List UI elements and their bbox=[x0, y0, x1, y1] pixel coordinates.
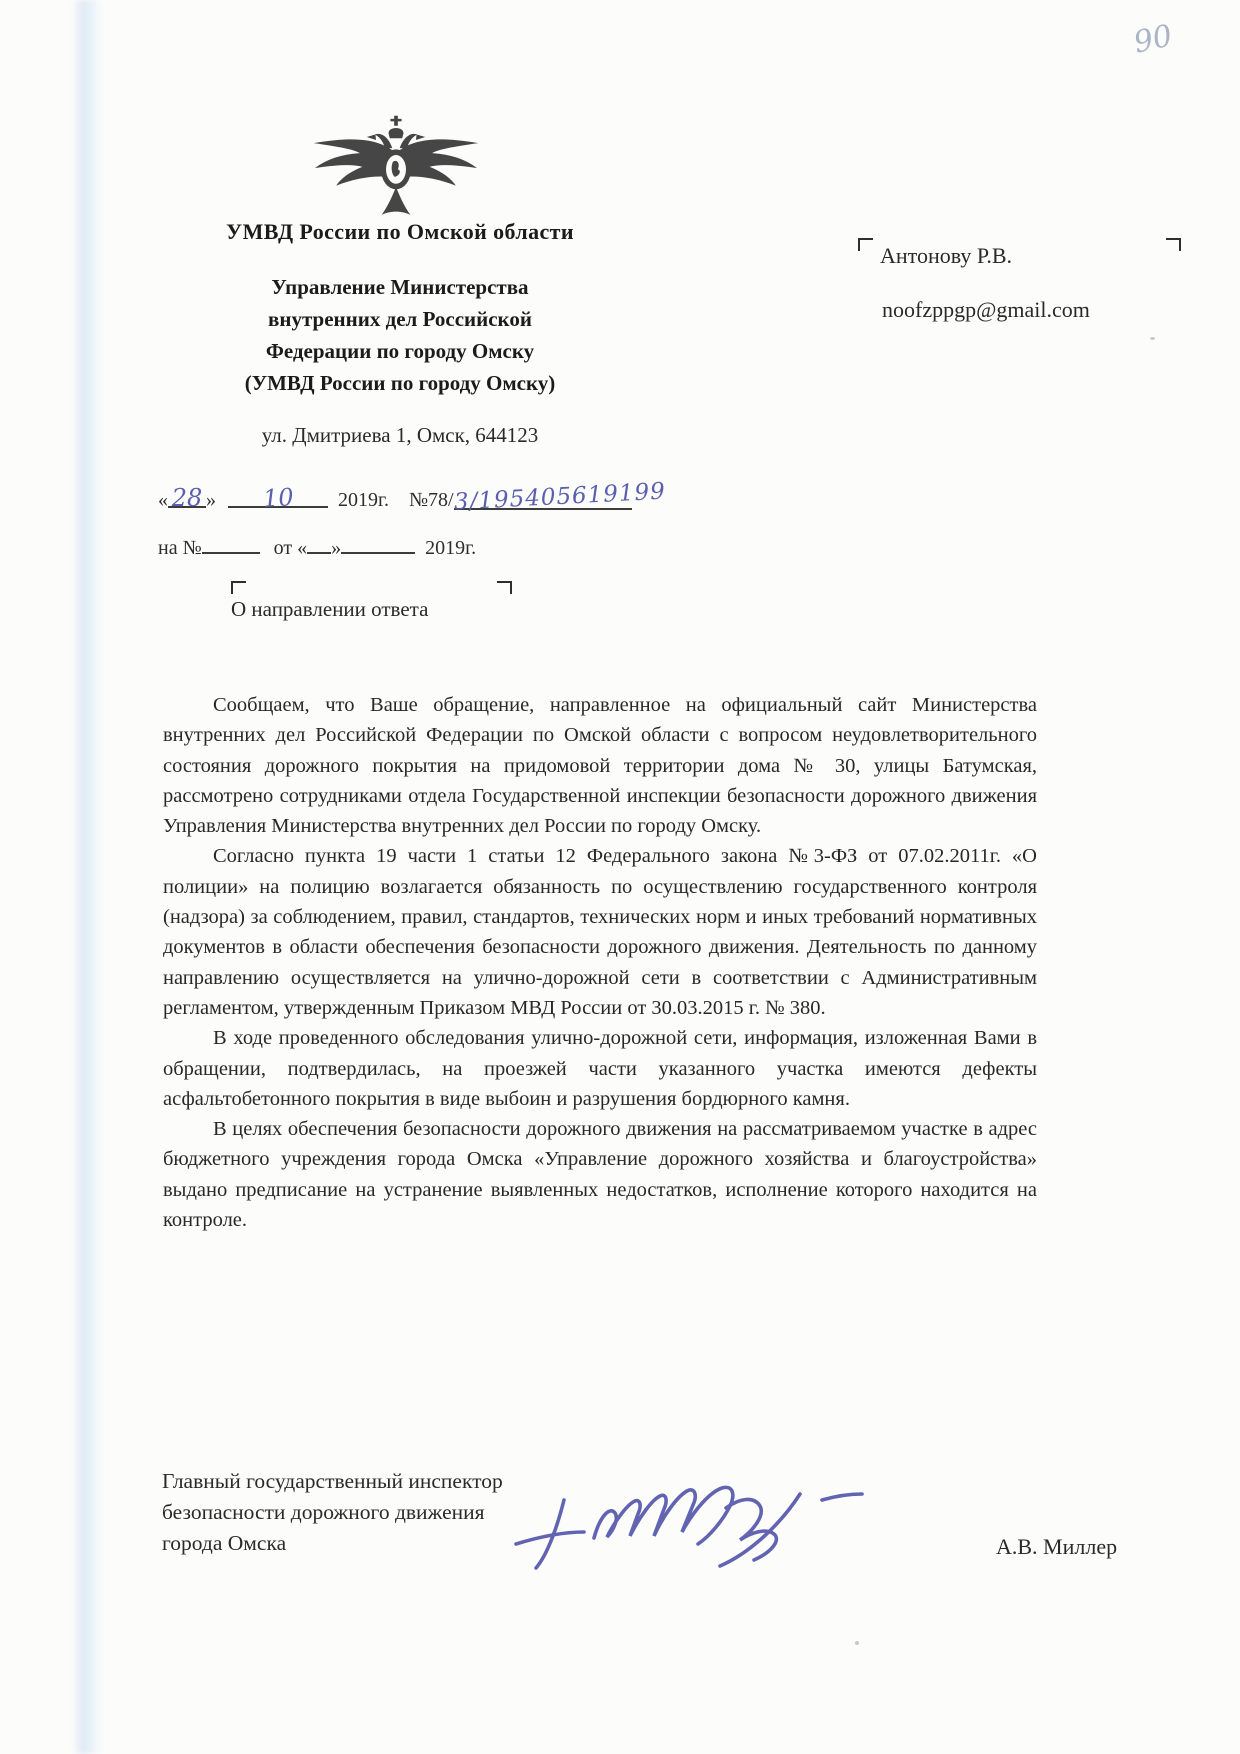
number-blank bbox=[452, 478, 667, 516]
addressee-email: noofzppgp@gmail.com bbox=[882, 297, 1090, 322]
subject-corner-right bbox=[497, 581, 512, 594]
handwritten-number: 3/195405619199 bbox=[452, 478, 667, 516]
org-department bbox=[148, 271, 652, 399]
signer-name: А.В. Миллер bbox=[996, 1534, 1118, 1559]
org-department-line3: Федерации по городу Омску bbox=[265, 339, 535, 363]
addressee-name: Антонову Р.В. bbox=[880, 243, 1013, 268]
org-department-line1: Управление Министерства bbox=[271, 275, 529, 299]
reference-date-line bbox=[158, 478, 667, 516]
number-prefix: №78/ bbox=[408, 489, 454, 511]
year-label: 2019г. bbox=[338, 489, 389, 511]
reply-number-blank bbox=[202, 530, 260, 554]
signer-position bbox=[162, 1466, 503, 1559]
handwritten-signature bbox=[500, 1460, 880, 1592]
scan-speck bbox=[855, 1641, 859, 1645]
day-blank bbox=[168, 484, 206, 512]
scan-speck bbox=[1150, 337, 1155, 340]
org-department-line4: (УМВД России по городу Омску) bbox=[244, 371, 556, 395]
signer-position-line1: Главный государственный инспектор bbox=[162, 1469, 503, 1493]
reply-close-quote: » bbox=[331, 537, 342, 559]
body-paragraph-3: В ходе проведенного обследования улично-дорожной сети, информация, изложенная Вами в обращении, подтвердилась, на проезжей части указанного участка имеются дефекты асфальтобетонного покрытия в виде выбоин и разрушения бордюрного камня. bbox=[163, 1027, 1037, 1110]
mvd-eagle-emblem-icon bbox=[296, 112, 496, 218]
body-paragraph-4: В целях обеспечения безопасности дорожного движения на рассматриваемом участке в адрес бюджетного учреждения города Омска «Управление дорожного хозяйства и благоустройства» выдано предписание на устранение выявленных недостатков, исполнение которого находится на контроле. bbox=[163, 1118, 1037, 1232]
subject-corner-left bbox=[231, 581, 246, 594]
reply-from-label: от « bbox=[273, 537, 308, 559]
handwritten-day: 28 bbox=[171, 484, 203, 512]
body-paragraph-2: Согласно пункта 19 части 1 статьи 12 Федерального закона №3-ФЗ от 07.02.2011г. «О полиции» на полицию возлагается обязанность по осуществлению государственного контроля (надзора) за соблюдением, правил, стандартов, технических норм и иных требований нормативных документов в области обеспечения безопасности дорожного движения. Деятельность по данному направлению осуществляется на улично-дорожной сети в соответствии с Административным регламентом, утвержденным Приказом МВД России от 30.03.2015 г. № 380. bbox=[163, 845, 1037, 1019]
reply-day-blank bbox=[307, 530, 331, 554]
close-quote: » bbox=[206, 489, 216, 511]
handwritten-month: 10 bbox=[261, 482, 295, 514]
letter-body bbox=[163, 690, 1037, 1235]
month-blank bbox=[228, 482, 328, 514]
subject-title: О направлении ответа bbox=[231, 597, 429, 621]
org-address: ул. Дмитриева 1, Омск, 644123 bbox=[261, 423, 539, 447]
reply-prefix: на № bbox=[158, 537, 202, 559]
body-paragraph-1: Сообщаем, что Ваше обращение, направленное на официальный сайт Министерства внутренних дел Российской Федерации по Омской области с вопросом неудовлетворительного состояния дорожного покрытия на придомовой территории дома № 30, улицы Батумская, рассмотрено сотрудниками отдела Государственной инспекции безопасности дорожного движения Управления Министерства внутренних дел России по городу Омску. bbox=[163, 694, 1037, 838]
handwritten-page-number: 90 bbox=[1130, 18, 1176, 61]
signer-position-line3: города Омска bbox=[162, 1531, 287, 1555]
open-quote: « bbox=[158, 489, 168, 511]
org-department-line2: внутренних дел Российской bbox=[268, 307, 532, 331]
signer-position-line2: безопасности дорожного движения bbox=[162, 1500, 485, 1524]
reply-year-label: 2019г. bbox=[425, 537, 477, 559]
scan-fold-artifact bbox=[72, 0, 102, 1754]
reply-date-blank bbox=[341, 530, 415, 554]
addressee-corner-left bbox=[858, 238, 873, 251]
addressee-corner-right bbox=[1166, 238, 1181, 251]
reply-reference-line bbox=[158, 530, 476, 560]
org-name: УМВД России по Омской области bbox=[226, 219, 574, 244]
